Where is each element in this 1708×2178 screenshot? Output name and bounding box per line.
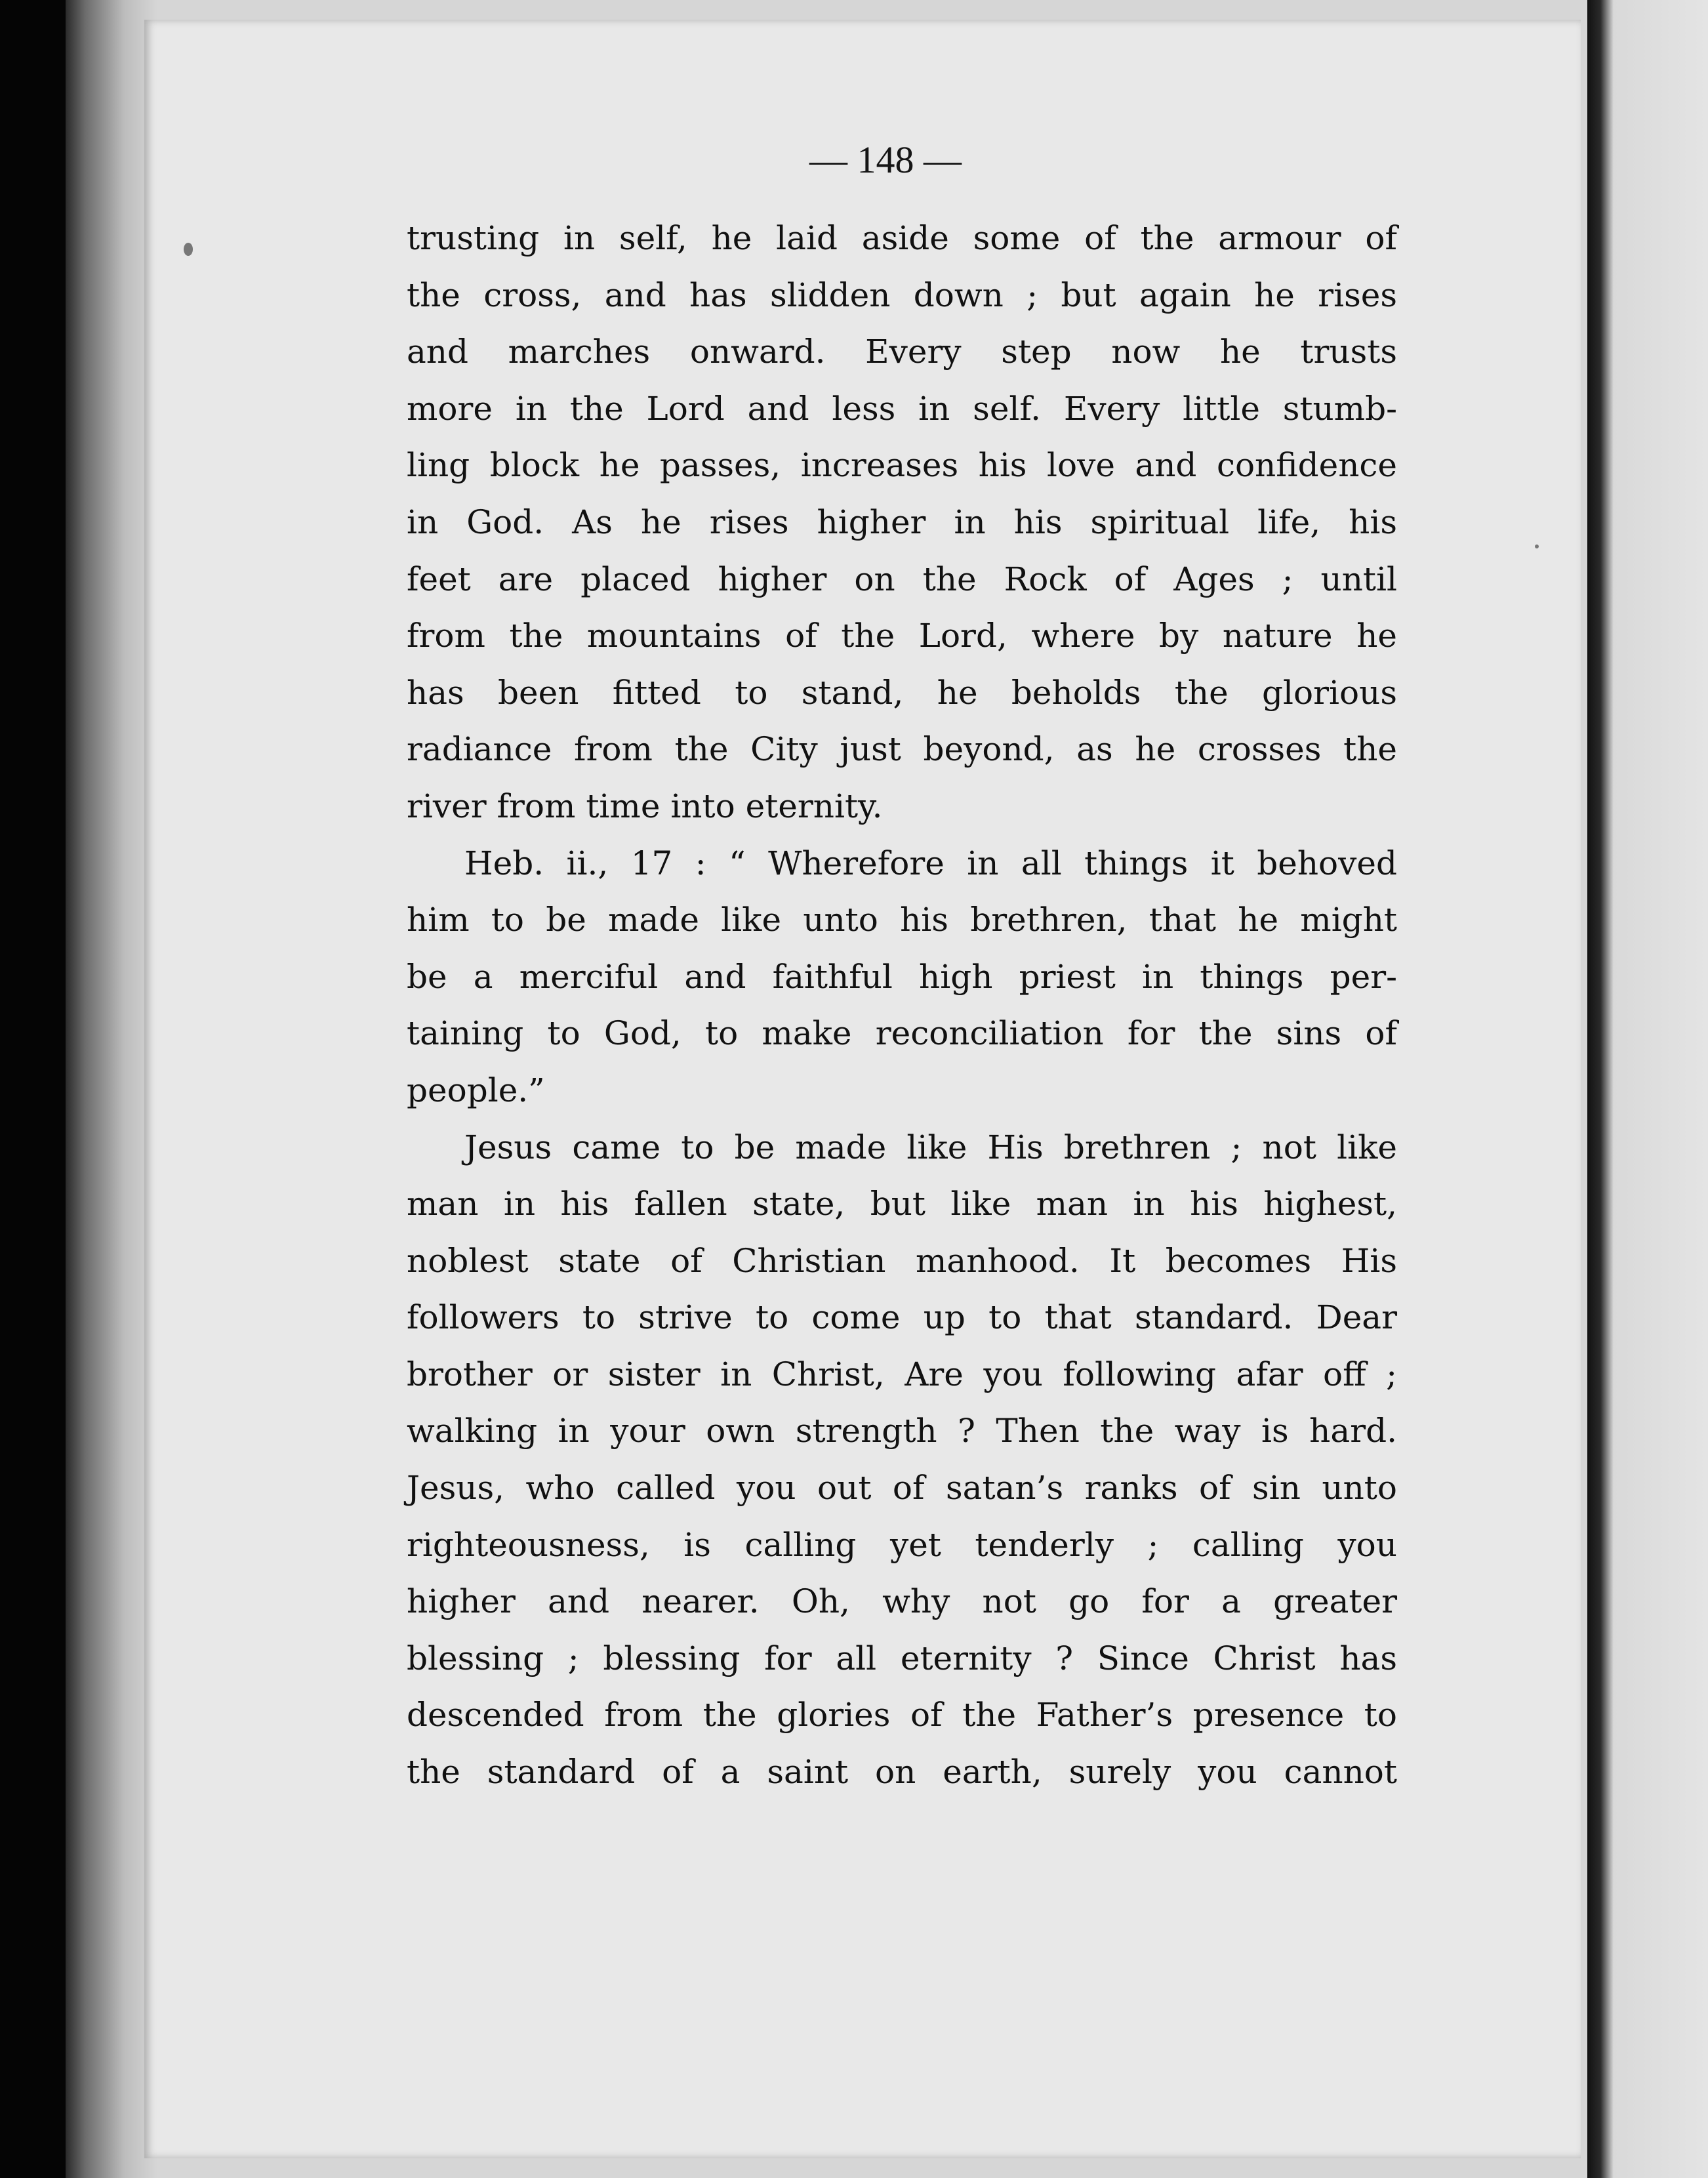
text-line: more in the Lord and less in self. Every little stumb- <box>407 389 1397 428</box>
text-line: feet are placed higher on the Rock of Ages ; until <box>407 560 1397 598</box>
text-line: trusting in self, he laid aside some of the armour of <box>407 219 1397 257</box>
paper-speck <box>1535 544 1539 548</box>
text-line: has been fitted to stand, he beholds the glorious <box>407 673 1397 712</box>
text-line: radiance from the City just beyond, as he crosses the <box>407 730 1397 769</box>
text-line: blessing ; blessing for all eternity ? Since Christ has <box>407 1639 1397 1677</box>
text-line: the cross, and has slidden down ; but again he rises <box>407 276 1397 314</box>
text-line: in God. As he rises higher in his spiritual life, his <box>407 503 1397 541</box>
text-line: taining to God, to make reconciliation for the sins of <box>407 1014 1397 1053</box>
text-line: Heb. ii., 17 : “ Wherefore in all things it behoved <box>464 844 1397 882</box>
facing-page-edge <box>1587 0 1708 2178</box>
text-line: descended from the glories of the Father’s presence to <box>407 1696 1397 1735</box>
text-line: and marches onward. Every step now he trusts <box>407 333 1397 371</box>
text-line: Jesus came to be made like His brethren ; not like <box>464 1128 1397 1166</box>
text-line: brother or sister in Christ, Are you following afar off ; <box>407 1355 1397 1393</box>
text-line: him to be made like unto his brethren, that he might <box>407 901 1397 939</box>
paper-speck <box>184 243 193 256</box>
text-line: the standard of a saint on earth, surely you cannot <box>407 1753 1397 1792</box>
text-line: from the mountains of the Lord, where by nature he <box>407 617 1397 655</box>
paragraph <box>407 210 1397 835</box>
text-line: followers to strive to come up to that standard. Dear <box>407 1298 1397 1337</box>
page-number: — 148 — <box>809 138 962 181</box>
text-line: Jesus, who called you out of satan’s ranks of sin unto <box>407 1469 1397 1508</box>
body-text <box>407 210 1397 1801</box>
text-line: river from time into eternity. <box>407 787 883 825</box>
text-line: walking in your own strength ? Then the way is hard. <box>407 1412 1397 1450</box>
paragraph <box>407 835 1397 1119</box>
text-line: righteousness, is calling yet tenderly ; calling you <box>407 1525 1397 1564</box>
text-line: people.” <box>407 1071 545 1109</box>
text-line: higher and nearer. Oh, why not go for a greater <box>407 1582 1397 1621</box>
text-line: man in his fallen state, but like man in his highest, <box>407 1185 1397 1223</box>
text-line: ling block he passes, increases his love and confidence <box>407 446 1397 485</box>
paragraph <box>407 1119 1397 1801</box>
text-line: noblest state of Christian manhood. It becomes His <box>407 1241 1397 1280</box>
text-line: be a merciful and faithful high priest in things per- <box>407 957 1397 996</box>
